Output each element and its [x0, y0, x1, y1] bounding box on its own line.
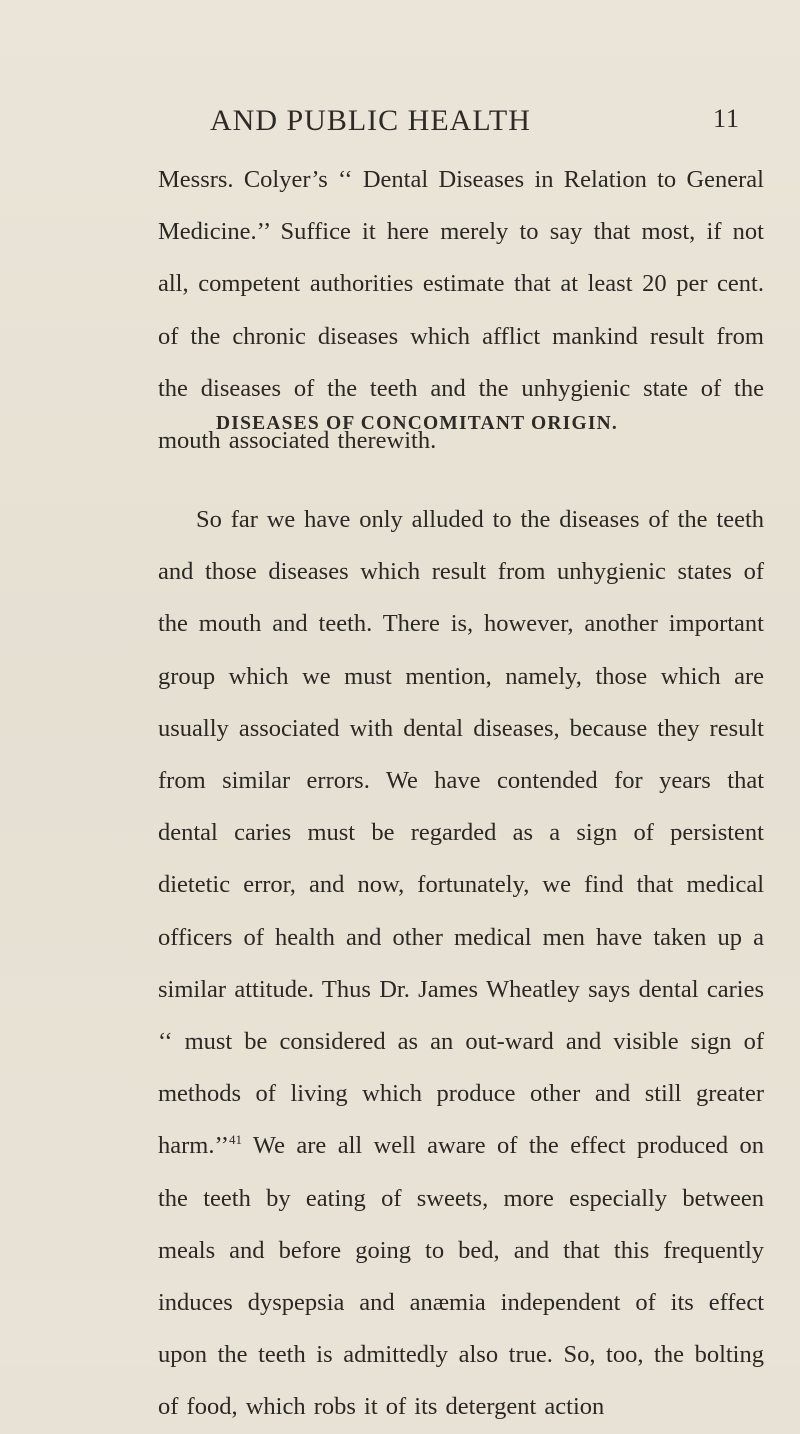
section-heading: DISEASES OF CONCOMITANT ORIGIN. [216, 413, 618, 434]
footnote-reference: 41 [228, 1132, 242, 1148]
paragraph-text-before-note: So far we have only alluded to the diseases of the teeth and those diseases which result from unhygienic states of the mouth and teeth. There is, however, another important group which we must mention, namely, those which are usually associated with dental diseases, because they result from similar errors. We have contended for years that dental caries must be regarded as a sign of persistent dietetic error, and now, fortunately, we find that medical officers of health and other medical men have taken up a similar attitude. Thus Dr. James Wheatley says dental caries ‘‘ must be considered as an out-ward and visible sign of methods of living which produce other and still greater harm.’’ [158, 506, 764, 1160]
paragraph-text-after-note: We are all well aware of the effect produced on the teeth by eating of sweets, more especially between meals and before going to bed, and that this frequently induces dyspepsia and anæmia independent of its effect upon the teeth is admittedly also true. So, too, the bolting of food, which robs it of its detergent action [158, 1132, 764, 1421]
running-head-title: AND PUBLIC HEALTH [210, 104, 531, 137]
paragraph-concomitant-diseases [158, 494, 764, 1434]
page-number: 11 [712, 104, 740, 133]
paragraph-colyer-reference: Messrs. Colyer’s ‘‘ Dental Diseases in Relation to General Medicine.’’ Suffice it here merely to say that most, if not all, competent authorities estimate that at least 20 per cent. of the chronic diseases which afflict mankind result from the diseases of the teeth and the unhygienic state of the mouth associated therewith. [158, 166, 764, 455]
